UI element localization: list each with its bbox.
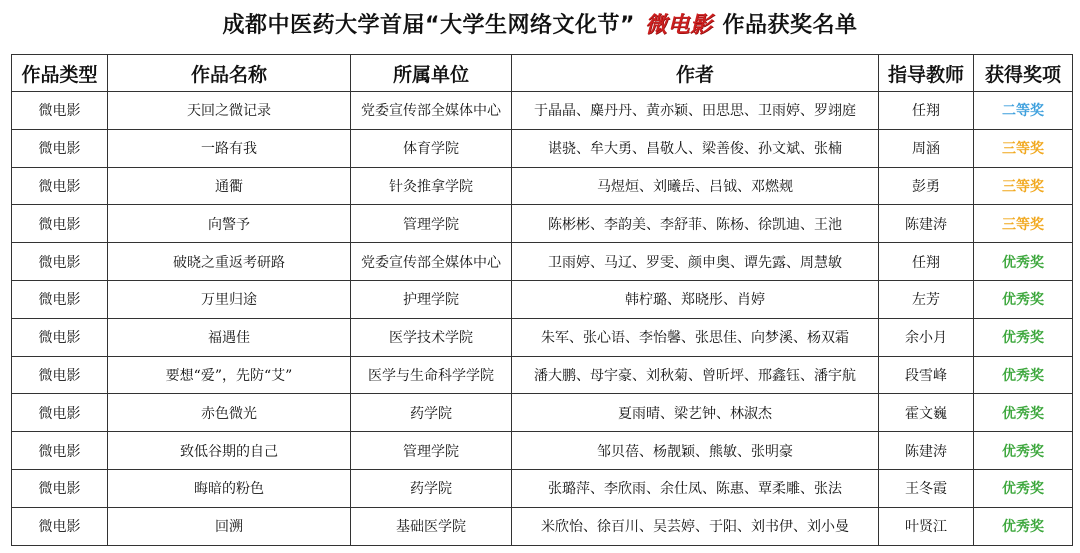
cell-type: 微电影 [12, 469, 108, 507]
table-body [12, 92, 1073, 546]
cell-teacher: 霍文巍 [879, 394, 974, 432]
cell-award: 三等奖 [974, 129, 1073, 167]
cell-type: 微电影 [12, 243, 108, 281]
cell-unit: 管理学院 [351, 432, 512, 470]
table-row [12, 507, 1073, 545]
cell-authors: 卫雨婷、马辽、罗雯、颜申奥、谭先露、周慧敏 [512, 243, 879, 281]
table-row [12, 394, 1073, 432]
cell-unit: 药学院 [351, 469, 512, 507]
cell-teacher: 陈建涛 [879, 432, 974, 470]
cell-award: 优秀奖 [974, 280, 1073, 318]
table-row [12, 469, 1073, 507]
cell-name: 向警予 [108, 205, 351, 243]
cell-name: 福遇佳 [108, 318, 351, 356]
cell-authors: 谌骁、牟大勇、昌敬人、梁善俊、孙文斌、张楠 [512, 129, 879, 167]
cell-teacher: 王冬霞 [879, 469, 974, 507]
cell-authors: 米欣怡、徐百川、吴芸婷、于阳、刘书伊、刘小曼 [512, 507, 879, 545]
cell-authors: 于晶晶、麋丹丹、黄亦颖、田思思、卫雨婷、罗翊庭 [512, 92, 879, 130]
cell-teacher: 余小月 [879, 318, 974, 356]
table-row [12, 432, 1073, 470]
cell-name: 回溯 [108, 507, 351, 545]
header-name: 作品名称 [108, 55, 351, 92]
cell-type: 微电影 [12, 205, 108, 243]
page-title [0, 0, 1080, 46]
title-prefix: 成都中医药大学首届“大学生网络文化节” [222, 12, 635, 38]
awards-table [11, 54, 1073, 546]
cell-unit: 护理学院 [351, 280, 512, 318]
cell-unit: 体育学院 [351, 129, 512, 167]
cell-type: 微电影 [12, 167, 108, 205]
cell-teacher: 陈建涛 [879, 205, 974, 243]
table-row [12, 318, 1073, 356]
cell-unit: 管理学院 [351, 205, 512, 243]
cell-award: 优秀奖 [974, 432, 1073, 470]
cell-award: 三等奖 [974, 167, 1073, 205]
cell-name: 一路有我 [108, 129, 351, 167]
cell-unit: 医学技术学院 [351, 318, 512, 356]
cell-award: 三等奖 [974, 205, 1073, 243]
cell-unit: 针灸推拿学院 [351, 167, 512, 205]
cell-teacher: 任翔 [879, 243, 974, 281]
cell-award: 优秀奖 [974, 318, 1073, 356]
cell-award: 优秀奖 [974, 469, 1073, 507]
table-row [12, 356, 1073, 394]
cell-unit: 医学与生命科学学院 [351, 356, 512, 394]
cell-authors: 张璐萍、李欣雨、余仕凤、陈惠、覃柔雕、张法 [512, 469, 879, 507]
cell-unit: 党委宣传部全媒体中心 [351, 243, 512, 281]
header-unit: 所属单位 [351, 55, 512, 92]
header-teacher: 指导教师 [879, 55, 974, 92]
header-authors: 作者 [512, 55, 879, 92]
cell-award: 优秀奖 [974, 356, 1073, 394]
table-row [12, 205, 1073, 243]
table-row [12, 167, 1073, 205]
cell-name: 天回之微记录 [108, 92, 351, 130]
cell-teacher: 段雪峰 [879, 356, 974, 394]
table-row [12, 280, 1073, 318]
cell-type: 微电影 [12, 432, 108, 470]
cell-name: 通衢 [108, 167, 351, 205]
cell-teacher: 叶贤江 [879, 507, 974, 545]
cell-name: 要想“爱”，先防“艾” [108, 356, 351, 394]
cell-authors: 夏雨晴、梁艺钟、林淑杰 [512, 394, 879, 432]
cell-teacher: 周涵 [879, 129, 974, 167]
cell-authors: 朱军、张心语、李怡馨、张思佳、向梦溪、杨双霜 [512, 318, 879, 356]
cell-teacher: 彭勇 [879, 167, 974, 205]
header-type: 作品类型 [12, 55, 108, 92]
cell-authors: 潘大鹏、母宇豪、刘秋菊、曾昕坪、邢鑫钰、潘宇航 [512, 356, 879, 394]
cell-award: 优秀奖 [974, 243, 1073, 281]
header-award: 获得奖项 [974, 55, 1073, 92]
cell-teacher: 任翔 [879, 92, 974, 130]
cell-type: 微电影 [12, 394, 108, 432]
cell-type: 微电影 [12, 356, 108, 394]
table-row [12, 243, 1073, 281]
cell-authors: 邹贝蓓、杨靓颖、熊敏、张明豪 [512, 432, 879, 470]
cell-authors: 马煜烜、刘曦岳、吕钺、邓燃觌 [512, 167, 879, 205]
cell-type: 微电影 [12, 507, 108, 545]
cell-name: 致低谷期的自己 [108, 432, 351, 470]
cell-authors: 韩柠璐、郑晓彤、肖婷 [512, 280, 879, 318]
cell-unit: 党委宣传部全媒体中心 [351, 92, 512, 130]
cell-unit: 药学院 [351, 394, 512, 432]
cell-name: 破晓之重返考研路 [108, 243, 351, 281]
cell-unit: 基础医学院 [351, 507, 512, 545]
cell-authors: 陈彬彬、李韵美、李舒菲、陈杨、徐凯迪、王池 [512, 205, 879, 243]
cell-type: 微电影 [12, 92, 108, 130]
table-row [12, 92, 1073, 130]
title-suffix: 作品获奖名单 [722, 12, 858, 38]
header-row [12, 55, 1073, 92]
cell-type: 微电影 [12, 129, 108, 167]
title-highlight: 微电影 [644, 11, 713, 38]
cell-award: 优秀奖 [974, 394, 1073, 432]
cell-award: 二等奖 [974, 92, 1073, 130]
cell-name: 赤色微光 [108, 394, 351, 432]
cell-type: 微电影 [12, 280, 108, 318]
cell-teacher: 左芳 [879, 280, 974, 318]
cell-name: 晦暗的粉色 [108, 469, 351, 507]
cell-award: 优秀奖 [974, 507, 1073, 545]
cell-type: 微电影 [12, 318, 108, 356]
table-row [12, 129, 1073, 167]
cell-name: 万里归途 [108, 280, 351, 318]
